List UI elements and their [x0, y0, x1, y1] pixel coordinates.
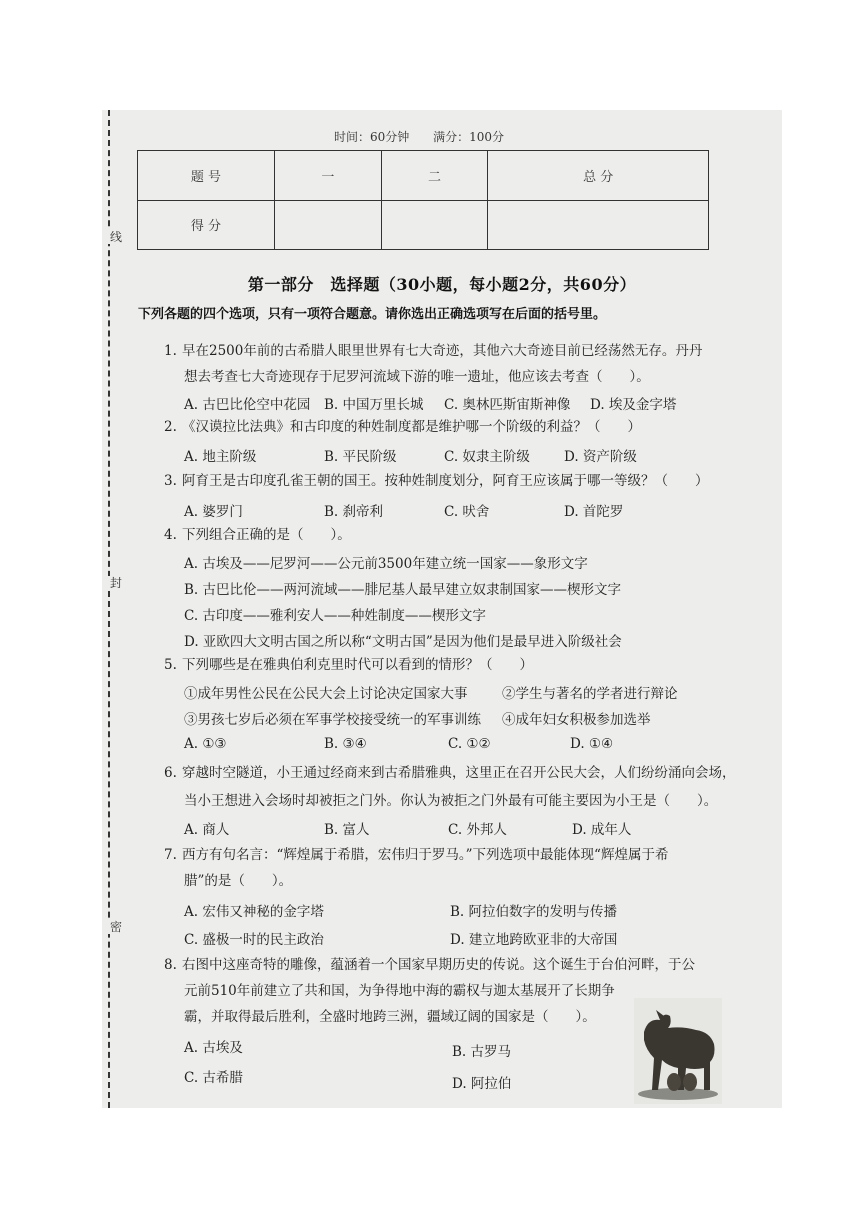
- question-1-number: 1.: [164, 343, 177, 359]
- question-8-stem-line1: 8. 右图中这座奇特的雕像，蕴涵着一个国家早期历史的传说。这个诞生于台伯河畔，于公: [164, 957, 695, 973]
- question-3-option-b[interactable]: B. 刹帝利: [324, 504, 384, 520]
- question-2-number: 2.: [164, 419, 177, 435]
- question-2-option-a[interactable]: A. 地主阶级: [184, 449, 257, 465]
- question-3-number: 3.: [164, 473, 177, 489]
- question-4-stem: 4. 下列组合正确的是（ ）。: [164, 527, 351, 543]
- question-5-statement-3: ③男孩七岁后必须在军事学校接受统一的军事训练: [184, 712, 481, 728]
- question-7-stem-line1: 7. 西方有句名言：“辉煌属于希腊，宏伟归于罗马。”下列选项中最能体现“辉煌属于希: [164, 847, 669, 863]
- question-7-option-c[interactable]: C. 盛极一时的民主政治: [184, 932, 324, 948]
- question-7-stem-line2: 腊”的是（ ）。: [184, 873, 293, 889]
- score-cell-part1[interactable]: [275, 200, 382, 250]
- question-7-option-d[interactable]: D. 建立地跨欧亚非的大帝国: [450, 932, 618, 948]
- question-7-number: 7.: [164, 847, 177, 863]
- question-4-option-c[interactable]: C. 古印度——雅利安人——种姓制度——楔形文字: [184, 608, 486, 624]
- question-8-option-d[interactable]: D. 阿拉伯: [452, 1076, 512, 1092]
- question-1-stem-line1: 1. 早在2500年前的古希腊人眼里世界有七大奇迹，其他六大奇迹目前已经荡然无存。丹丹: [164, 343, 703, 359]
- binding-char-bottom: 密: [109, 920, 122, 934]
- score-cell-total[interactable]: [488, 200, 709, 250]
- question-3-option-d[interactable]: D. 首陀罗: [564, 504, 624, 520]
- question-1-stem-line2: 想去考查七大奇迹现存于尼罗河流域下游的唯一遗址，他应该去考查（ ）。: [184, 369, 650, 385]
- question-8-number: 8.: [164, 957, 177, 973]
- exam-time: 时间：60分钟: [334, 130, 410, 144]
- question-4-number: 4.: [164, 527, 177, 543]
- exam-full-score: 满分：100分: [433, 130, 505, 144]
- section-instructions: 下列各题的四个选项，只有一项符合题意。请你选出正确选项写在后面的括号里。: [138, 307, 607, 322]
- question-1-option-a[interactable]: A. 古巴比伦空中花园: [184, 397, 311, 413]
- question-3-option-a[interactable]: A. 婆罗门: [184, 504, 243, 520]
- question-1-option-d[interactable]: D. 埃及金字塔: [590, 397, 677, 413]
- question-8-option-a[interactable]: A. 古埃及: [184, 1040, 243, 1056]
- question-4-option-d[interactable]: D. 亚欧四大文明古国之所以称“文明古国”是因为他们是最早进入阶级社会: [184, 634, 622, 650]
- question-5-number: 5.: [164, 657, 177, 673]
- exam-meta: [334, 128, 524, 145]
- score-row-label-number: 题 号: [138, 151, 275, 201]
- question-4-option-b[interactable]: B. 古巴比伦——两河流域——腓尼基人最早建立奴隶制国家——楔形文字: [184, 582, 622, 598]
- question-5-statement-4: ④成年妇女积极参加选举: [502, 712, 651, 728]
- question-3-stem: 3. 阿育王是古印度孔雀王朝的国王。按种姓制度划分，阿育王应该属于哪一等级？（ ）: [164, 473, 709, 489]
- score-col-part1: 一: [275, 151, 382, 201]
- question-7-option-b[interactable]: B. 阿拉伯数字的发明与传播: [450, 904, 618, 920]
- question-1-option-b[interactable]: B. 中国万里长城: [324, 397, 424, 413]
- score-row-label-score: 得 分: [138, 200, 275, 250]
- question-2-option-c[interactable]: C. 奴隶主阶级: [444, 449, 530, 465]
- binding-line: [108, 110, 128, 1108]
- question-8-stem-line2: 元前510年前建立了共和国，为争得地中海的霸权与迦太基展开了长期争: [184, 983, 615, 999]
- question-5-stem: 5. 下列哪些是在雅典伯利克里时代可以看到的情形？（ ）: [164, 657, 533, 673]
- question-8-stem-line3: 霸，并取得最后胜利，全盛时地跨三洲，疆域辽阔的国家是（ ）。: [184, 1009, 596, 1025]
- question-8-option-c[interactable]: C. 古希腊: [184, 1070, 243, 1086]
- question-3-option-c[interactable]: C. 吠舍: [444, 504, 490, 520]
- question-5-option-c[interactable]: C. ①②: [448, 736, 491, 752]
- question-6-option-a[interactable]: A. 商人: [184, 822, 230, 838]
- question-6-option-c[interactable]: C. 外邦人: [448, 822, 507, 838]
- question-6-stem-line1: 6. 穿越时空隧道，小王通过经商来到古希腊雅典，这里正在召开公民大会，人们纷纷涌向会场，: [164, 765, 736, 781]
- question-1-option-c[interactable]: C. 奥林匹斯宙斯神像: [444, 397, 571, 413]
- question-2-option-b[interactable]: B. 平民阶级: [324, 449, 397, 465]
- score-cell-part2[interactable]: [381, 200, 488, 250]
- wolf-statue-image: [634, 998, 722, 1104]
- question-7-option-a[interactable]: A. 宏伟又神秘的金字塔: [184, 904, 324, 920]
- question-2-stem: 2. 《汉谟拉比法典》和古印度的种姓制度都是维护哪一个阶级的利益？（ ）: [164, 419, 641, 435]
- question-6-number: 6.: [164, 765, 177, 781]
- binding-char-middle: 封: [109, 576, 122, 590]
- question-2-option-d[interactable]: D. 资产阶级: [564, 449, 637, 465]
- exam-sheet: [102, 110, 782, 1108]
- question-5-option-d[interactable]: D. ①④: [570, 736, 614, 752]
- question-6-stem-line2: 当小王想进入会场时却被拒之门外。你认为被拒之门外最有可能主要因为小王是（ ）。: [184, 793, 718, 809]
- question-5-statement-2: ②学生与著名的学者进行辩论: [502, 686, 678, 702]
- question-5-option-b[interactable]: B. ③④: [324, 736, 367, 752]
- score-table: [137, 150, 709, 250]
- question-4-option-a[interactable]: A. 古埃及——尼罗河——公元前3500年建立统一国家——象形文字: [184, 556, 588, 572]
- question-5-statement-1: ①成年男性公民在公民大会上讨论决定国家大事: [184, 686, 468, 702]
- question-8-option-b[interactable]: B. 古罗马: [452, 1044, 512, 1060]
- score-col-total: 总 分: [488, 151, 709, 201]
- section-title: 第一部分 选择题（30小题，每小题2分，共60分）: [247, 275, 637, 294]
- score-col-part2: 二: [381, 151, 488, 201]
- binding-char-top: 线: [109, 230, 122, 244]
- question-6-option-b[interactable]: B. 富人: [324, 822, 370, 838]
- question-5-option-a[interactable]: A. ①③: [184, 736, 227, 752]
- question-6-option-d[interactable]: D. 成年人: [572, 822, 632, 838]
